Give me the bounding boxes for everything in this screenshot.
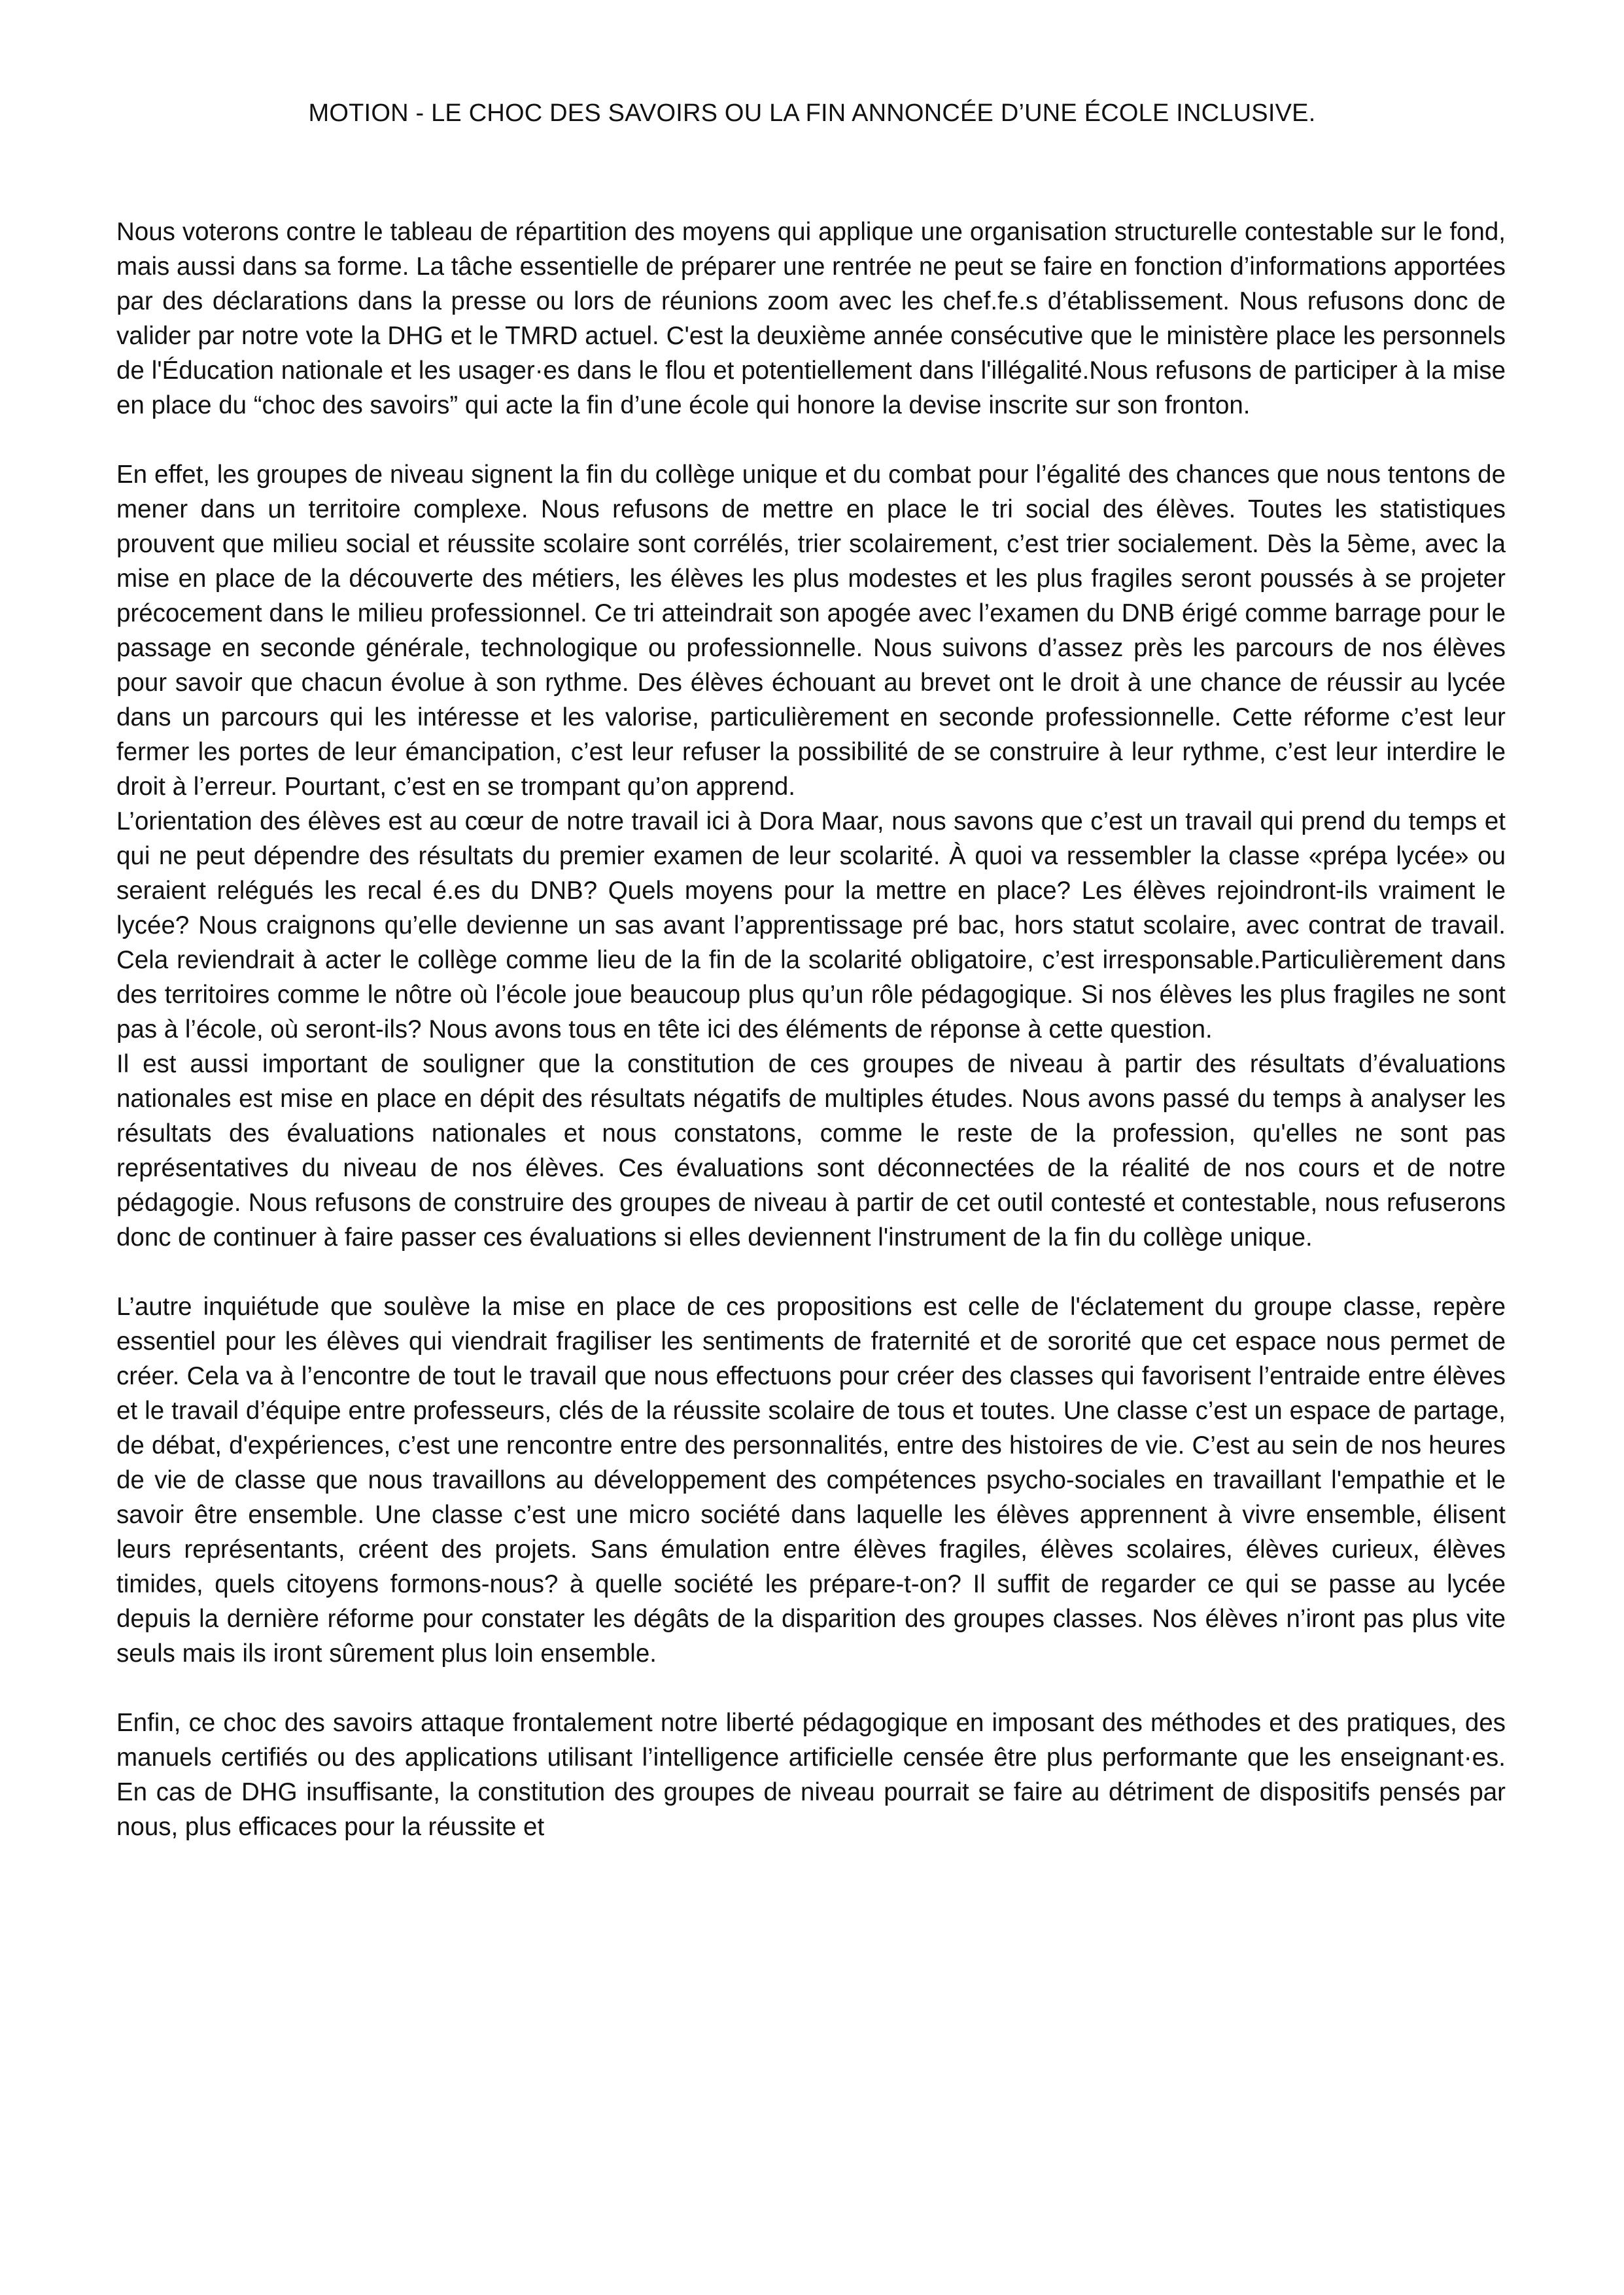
paragraph-orientation: L’orientation des élèves est au cœur de notre travail ici à Dora Maar, nous savons que c’est un travail qui prend du temps et qui ne peut dépendre des résultats du premier examen de leur scolarité. À quoi va ressembler la classe «prépa lycée» ou seraient relégués les recal é.es du DNB? Quels moyens pour la mettre en place? Les élèves rejoindront-ils vraiment le lycée? Nous craignons qu’elle devienne un sas avant l’apprentissage pré bac, hors statut scolaire, avec contrat de travail. Cela reviendrait à acter le collège comme lieu de la fin de la scolarité obligatoire, c’est irresponsable.Particulièrement dans des territoires comme le nôtre où l’école joue beaucoup plus qu’un rôle pédagogique. Si nos élèves les plus fragiles ne sont pas à l’école, où seront-ils? Nous avons tous en tête ici des éléments de réponse à cette question.	[116, 807, 1506, 1043]
paragraph-liberte-pedagogique: Enfin, ce choc des savoirs attaque frontalement notre liberté pédagogique en imposant des méthodes et des pratiques, des manuels certifiés ou des applications utilisant l’intelligence artificielle censée être plus performante que les enseignant·es. En cas de DHG insuffisante, la constitution des groupes de niveau pourrait se faire au détriment de dispositifs pensés par nous, plus efficaces pour la réussite et	[116, 1709, 1506, 1841]
document-body	[116, 215, 1506, 1844]
document-title: MOTION - LE CHOC DES SAVOIRS OU LA FIN ANNONCÉE D’UNE ÉCOLE INCLUSIVE.	[308, 99, 1316, 127]
paragraph-groupe-classe: L’autre inquiétude que soulève la mise en place de ces propositions est celle de l'éclatement du groupe classe, repère essentiel pour les élèves qui viendrait fragiliser les sentiments de fraternité et de sororité que cet espace nous permet de créer. Cela va à l’encontre de tout le travail que nous effectuons pour créer des classes qui favorisent l’entraide entre élèves et le travail d’équipe entre professeurs, clés de la réussite scolaire de tous et toutes. Une classe c’est un espace de partage, de débat, d'expériences, c’est une rencontre entre des personnalités, entre des histoires de vie. C’est au sein de nos heures de vie de classe que nous travaillons au développement des compétences psycho-sociales en travaillant l'empathie et le savoir être ensemble. Une classe c’est une micro société dans laquelle les élèves apprennent à vivre ensemble, élisent leurs représentants, créent des projets. Sans émulation entre élèves fragiles, élèves scolaires, élèves curieux, élèves timides, quels citoyens formons-nous? à quelle société les prépare-t-on? Il suffit de regarder ce qui se passe au lycée depuis la dernière réforme pour constater les dégâts de la disparition des groupes classes. Nos élèves n’iront pas plus vite seuls mais ils iront sûrement plus loin ensemble.	[116, 1293, 1506, 1668]
paragraph-spacer	[116, 423, 1506, 457]
paragraph-vote-contre: Nous voterons contre le tableau de répartition des moyens qui applique une organisation structurelle contestable sur le fond, mais aussi dans sa forme. La tâche essentielle de préparer une rentrée ne peut se faire en fonction d’informations apportées par des déclarations dans la presse ou lors de réunions zoom avec les chef.fe.s d’établissement. Nous refusons donc de valider par notre vote la DHG et le TMRD actuel. C'est la deuxième année consécutive que le ministère place les personnels de l'Éducation nationale et les usager·es dans le flou et potentiellement dans l'illégalité.Nous refusons de participer à la mise en place du “choc des savoirs” qui acte la fin d’une école qui honore la devise inscrite sur son fronton.	[116, 218, 1506, 419]
paragraph-spacer	[116, 1255, 1506, 1289]
paragraph-groupes-de-niveau: En effet, les groupes de niveau signent la fin du collège unique et du combat pour l’égalité des chances que nous tentons de mener dans un territoire complexe. Nous refusons de mettre en place le tri social des élèves. Toutes les statistiques prouvent que milieu social et réussite scolaire sont corrélés, trier scolairement, c’est trier socialement. Dès la 5ème, avec la mise en place de la découverte des métiers, les élèves les plus modestes et les plus fragiles seront poussés à se projeter précocement dans le milieu professionnel. Ce tri atteindrait son apogée avec l’examen du DNB érigé comme barrage pour le passage en seconde générale, technologique ou professionnelle. Nous suivons d’assez près les parcours de nos élèves pour savoir que chacun évolue à son rythme. Des élèves échouant au brevet ont le droit à une chance de réussir au lycée dans un parcours qui les intéresse et les valorise, particulièrement en seconde professionnelle. Cette réforme c’est leur fermer les portes de leur émancipation, c’est leur refuser la possibilité de se construire à leur rythme, c’est leur interdire le droit à l’erreur. Pourtant, c’est en se trompant qu’on apprend.	[116, 461, 1506, 801]
paragraph-spacer	[116, 1671, 1506, 1706]
paragraph-evaluations-nationales: Il est aussi important de souligner que la constitution de ces groupes de niveau à partir des résultats d’évaluations nationales est mise en place en dépit des résultats négatifs de multiples études. Nous avons passé du temps à analyser les résultats des évaluations nationales et nous constatons, comme le reste de la profession, qu'elles ne sont pas représentatives du niveau de nos élèves. Ces évaluations sont déconnectées de la réalité de nos cours et de notre pédagogie. Nous refusons de construire des groupes de niveau à partir de cet outil contesté et contestable, nous refuserons donc de continuer à faire passer ces évaluations si elles deviennent l'instrument de la fin du collège unique.	[116, 1050, 1506, 1252]
